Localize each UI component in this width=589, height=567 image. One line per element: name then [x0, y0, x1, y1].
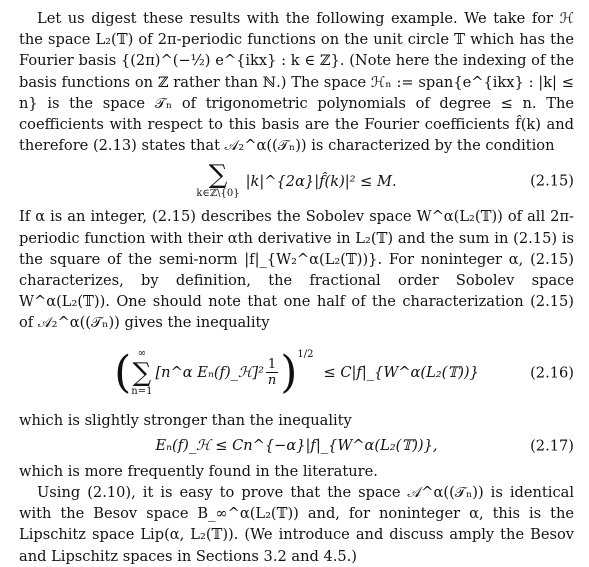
equation-2-15-body: |k|^{2α}|f̂(k)|² ≤ M. — [245, 172, 397, 190]
equation-2-16: ( ∞ ∑ n=1 [n^α Eₙ(f)_ℋ]² $\frac{1}{n}$ ) 1/2 ≤ C|f|_{W^α(L₂(𝕋))} (2.16) — [19, 338, 574, 408]
equation-number-2-16: (2.16) — [530, 364, 574, 382]
equation-number-2-17: (2.17) — [530, 437, 574, 455]
paragraph-stronger: which is slightly stronger than the inequality — [19, 411, 352, 429]
equation-number-2-15: (2.15) — [530, 172, 574, 190]
paragraph-literature: which is more frequently found in the literature. — [19, 462, 378, 480]
equation-2-16-rhs: ≤ C|f|_{W^α(L₂(𝕋))} — [323, 364, 479, 382]
paragraph-besov: Using (2.10), it is easy to prove that the space 𝒜^α((𝒯ₙ)) is identical with the Besov space B_∞^α(L₂(𝕋)) and, for noninteger α, this is the Lipschitz space Lip(α, L₂(𝕋)). (We introduce and discuss amply the Besov and Lipschitz spaces in Sections 3.2 and 4.5.) — [19, 484, 574, 565]
sum-upper-limit: ∞ — [137, 347, 147, 359]
sum-subscript: k∈ℤ\{0} — [196, 188, 240, 200]
equation-2-17-body: Eₙ(f)_ℋ ≤ Cn^{−α}|f|_{W^α(L₂(𝕋))}, — [155, 437, 438, 455]
paragraph-example-intro: Let us digest these results with the following example. We take for ℋ the space L₂(𝕋) of 2π-periodic functions on the unit circle 𝕋 which has the Fourier basis {(2π)^(−½) e^{ikx} : k ∈ ℤ}. (Note here the indexing of the basis functions on ℤ rather than ℕ.) The space ℋₙ := span{e^{ikx} : |k| ≤ n} is the space 𝒯ₙ of trigonometric polynomials of degree ≤ n. The coefficients with respect to this basis are the Fourier coefficients f̂(k) and therefore (2.13) states that 𝒜₂^α((𝒯ₙ)) is characterized by the condition — [19, 10, 574, 155]
equation-2-16-body: [n^α Eₙ(f)_ℋ]² — [155, 364, 264, 382]
equation-2-15 — [19, 158, 574, 204]
sum-symbol-2-16: ∞ ∑ n=1 — [131, 347, 153, 397]
fraction-one-over-n: $\frac{1}{n}$ — [267, 357, 277, 389]
sum-symbol: ∑ k∈ℤ\{0} — [196, 160, 240, 200]
sum-lower-limit: n=1 — [131, 385, 153, 397]
equation-2-17 — [19, 431, 574, 461]
exponent-half: 1/2 — [297, 348, 314, 360]
paragraph-sobolev: If α is an integer, (2.15) describes the Sobolev space W^α(L₂(𝕋)) of all 2π-periodic function with their αth derivative in L₂(𝕋) and the sum in (2.15) is the square of the semi-norm |f|_{W₂^α(L₂(𝕋))}. For noninteger α, (2.15) characterizes, by definition, the fractional order Sobolev space W^α(L₂(𝕋)). One should note that one half of the characterization (2.15) of 𝒜₂^α((𝒯ₙ)) gives the inequality — [19, 208, 574, 332]
